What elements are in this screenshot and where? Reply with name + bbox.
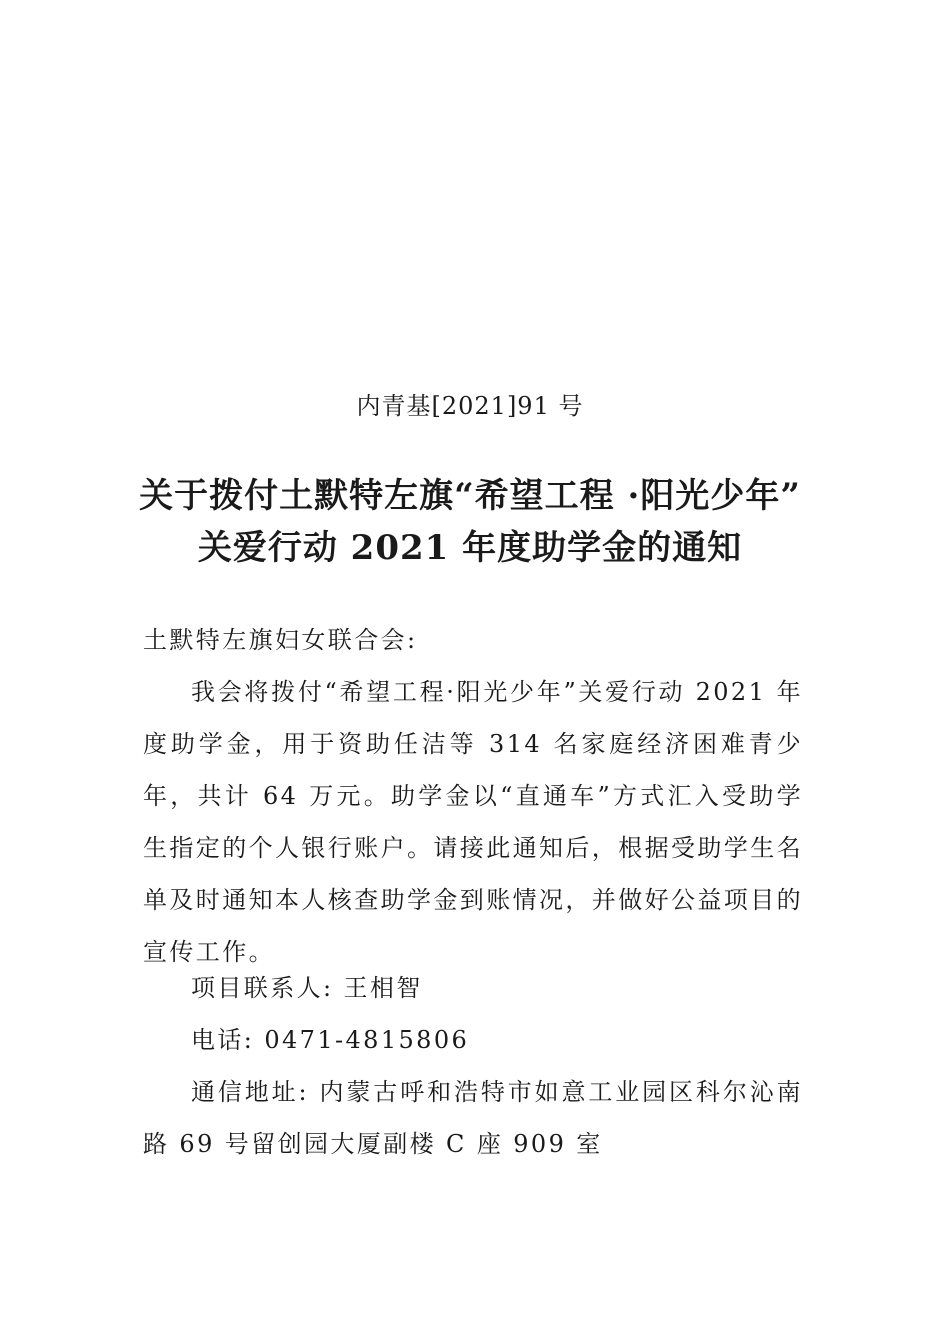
title-line-2: 关爱行动 2021 年度助学金的通知 xyxy=(197,528,743,568)
contact-phone: 电话: 0471-4815806 xyxy=(191,1026,470,1054)
document-number: 内青基[2021]91 号 xyxy=(356,392,584,420)
contact-person: 项目联系人: 王相智 xyxy=(191,974,423,1002)
contact-address: 通信地址: 内蒙古呼和浩特市如意工业园区科尔沁南路 69 号留创园大厦副楼 C 座 909 室 xyxy=(143,1078,803,1158)
salutation: 土默特左旗妇女联合会: xyxy=(143,626,418,654)
document-title xyxy=(0,470,940,574)
title-line-1: 关于拨付土默特左旗“希望工程 ·阳光少年” xyxy=(139,476,801,516)
contact-block xyxy=(143,962,803,1170)
body-paragraph: 我会将拨付“希望工程·阳光少年”关爱行动 2021 年度助学金，用于资助任洁等 314 名家庭经济困难青少年，共计 64 万元。助学金以“直通车”方式汇入受助学生指定的个人银行账户。请接此通知后，根据受助学生名单及时通知本人核查助学金到账情况，并做好公益项目的宣传工作。 xyxy=(143,678,803,966)
